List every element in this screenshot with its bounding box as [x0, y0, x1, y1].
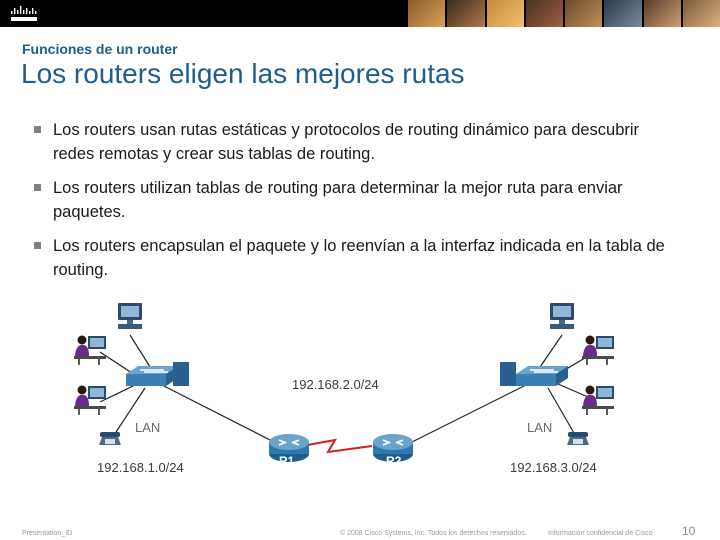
workstation-left-2 [74, 386, 106, 416]
banner-photo [487, 0, 524, 27]
server-left [173, 362, 189, 386]
banner-photo [644, 0, 681, 27]
footer-presentation-id: Presentation_ID [22, 530, 73, 537]
bullet-marker [34, 184, 41, 191]
banner-photo [565, 0, 602, 27]
banner-photo [604, 0, 641, 27]
network-label-left: 192.168.1.0/24 [97, 460, 184, 475]
cisco-logo [9, 4, 41, 24]
bullet-text: Los routers utilizan tablas de routing para determinar la mejor ruta para enviar paquetes. [53, 179, 623, 221]
banner-photo [447, 0, 484, 27]
bullet-item [34, 234, 674, 282]
banner-photo [526, 0, 563, 27]
network-label-center: 192.168.2.0/24 [292, 377, 379, 392]
pc-left [118, 303, 142, 329]
network-diagram [0, 295, 720, 520]
workstation-right-2 [582, 386, 614, 416]
switch-left [126, 366, 178, 386]
lan-label-left: LAN [135, 420, 161, 435]
bullet-marker [34, 242, 41, 249]
router-r2-label: R2 [386, 454, 402, 468]
network-label-right: 192.168.3.0/24 [510, 460, 597, 475]
server-right [500, 362, 516, 386]
bullet-item [34, 118, 674, 166]
workstation-left-1 [74, 336, 106, 366]
banner-photo [683, 0, 720, 27]
bullet-list [34, 118, 674, 292]
bullet-item [34, 176, 674, 224]
bullet-text: Los routers usan rutas estáticas y protocolos de routing dinámico para descubrir redes remotas y crear sus tablas de routing. [53, 121, 640, 163]
ip-phone-right [567, 432, 589, 445]
banner-photo [408, 0, 445, 27]
header-banner [0, 0, 720, 27]
switch-right [516, 366, 568, 386]
page-number: 10 [682, 524, 696, 538]
ip-phone-left [99, 432, 121, 445]
photo-strip [408, 0, 720, 27]
router-r1-label: R1 [279, 454, 295, 468]
section-subtitle: Funciones de un router [22, 41, 178, 57]
workstation-right-1 [582, 336, 614, 366]
pc-right [550, 303, 574, 329]
footer-confidential: Información confidencial de Cisco [548, 530, 653, 537]
footer-copyright: © 2008 Cisco Systems, Inc. Todos los derechos reservados. [340, 530, 527, 537]
slide-title: Los routers eligen las mejores rutas [21, 58, 465, 89]
bullet-marker [34, 126, 41, 133]
serial-link [302, 440, 372, 452]
bullet-text: Los routers encapsulan el paquete y lo reenvían a la interfaz indicada en la tabla de routing. [53, 237, 665, 279]
lan-label-right: LAN [527, 420, 553, 435]
